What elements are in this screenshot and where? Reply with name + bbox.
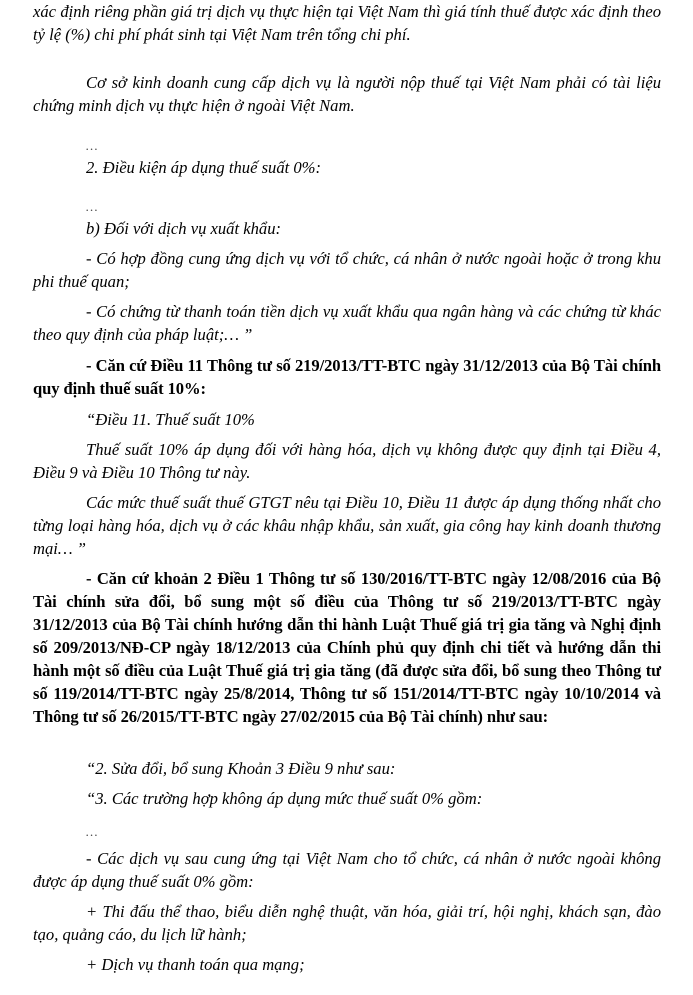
paragraph-zero-rate-exclusions: “3. Các trường hợp không áp dụng mức thuế suất 0% gồm: <box>86 789 483 808</box>
ellipsis-1: … <box>86 138 98 153</box>
paragraph-online-payment: + Dịch vụ thanh toán qua mạng; <box>86 955 305 974</box>
paragraph-circular-130-basis: - Căn cứ khoản 2 Điều 1 Thông tư số 130/2016/TT-BTC ngày 12/08/2016 của Bộ Tài chính sửa đổi, bổ sung một số điều của Thông tư số 219/2013/TT-BTC ngày 31/12/2013 của Bộ Tài chính hướng dẫn thi hành Luật Thuế giá trị gia tăng và Nghị định số 209/2013/NĐ-CP ngày 18/12/2013 của Chính phủ quy định chi tiết và hướng dẫn thi hành một số điều của Luật Thuế giá trị gia tăng (đã được sửa đổi, bổ sung theo Thông tư số 119/2014/TT-BTC ngày 25/8/2014, Thông tư số 151/2014/TT-BTC ngày 10/10/2014 và Thông tư số 26/2015/TT-BTC ngày 27/02/2015 của Bộ Tài chính) như sau: <box>33 569 661 726</box>
paragraph-export-services: b) Đối với dịch vụ xuất khẩu: <box>86 219 282 238</box>
paragraph-contract-condition: - Có hợp đồng cung ứng dịch vụ với tổ chức, cá nhân ở nước ngoài hoặc ở trong khu phi thuế quan; <box>33 249 661 291</box>
ellipsis-2: … <box>86 199 98 214</box>
paragraph-article-11-title: “Điều 11. Thuế suất 10% <box>86 410 255 429</box>
paragraph-services-in-vietnam: - Các dịch vụ sau cung ứng tại Việt Nam cho tổ chức, cá nhân ở nước ngoài không được áp dụng thuế suất 0% gồm: <box>33 849 661 891</box>
paragraph-amendment-heading: “2. Sửa đổi, bổ sung Khoản 3 Điều 9 như sau: <box>86 759 396 778</box>
paragraph-continuation: xác định riêng phần giá trị dịch vụ thực hiện tại Việt Nam thì giá tính thuế được xác định theo tỷ lệ (%) chi phí phát sinh tại Việt Nam trên tổng chi phí. <box>33 2 661 44</box>
paragraph-proof-requirement: Cơ sở kinh doanh cung cấp dịch vụ là người nộp thuế tại Việt Nam phải có tài liệu chứng minh dịch vụ thực hiện ở ngoài Việt Nam. <box>33 73 661 115</box>
paragraph-condition-heading: 2. Điều kiện áp dụng thuế suất 0%: <box>86 158 322 177</box>
paragraph-article-11-basis: - Căn cứ Điều 11 Thông tư số 219/2013/TT-BTC ngày 31/12/2013 của Bộ Tài chính quy định thuế suất 10%: <box>33 356 661 398</box>
paragraph-tax-rate-10: Thuế suất 10% áp dụng đối với hàng hóa, dịch vụ không được quy định tại Điều 4, Điều 9 và Điều 10 Thông tư này. <box>33 440 661 482</box>
paragraph-sports-entertainment: + Thi đấu thể thao, biểu diễn nghệ thuật, văn hóa, giải trí, hội nghị, khách sạn, đào tạo, quảng cáo, du lịch lữ hành; <box>33 902 661 944</box>
paragraph-payment-condition: - Có chứng từ thanh toán tiền dịch vụ xuất khẩu qua ngân hàng và các chứng từ khác theo quy định của pháp luật;… ” <box>33 302 661 344</box>
paragraph-vat-rates: Các mức thuế suất thuế GTGT nêu tại Điều 10, Điều 11 được áp dụng thống nhất cho từng loại hàng hóa, dịch vụ ở các khâu nhập khẩu, sản xuất, gia công hay kinh doanh thương mại… ” <box>33 493 661 558</box>
ellipsis-3: … <box>86 824 98 839</box>
